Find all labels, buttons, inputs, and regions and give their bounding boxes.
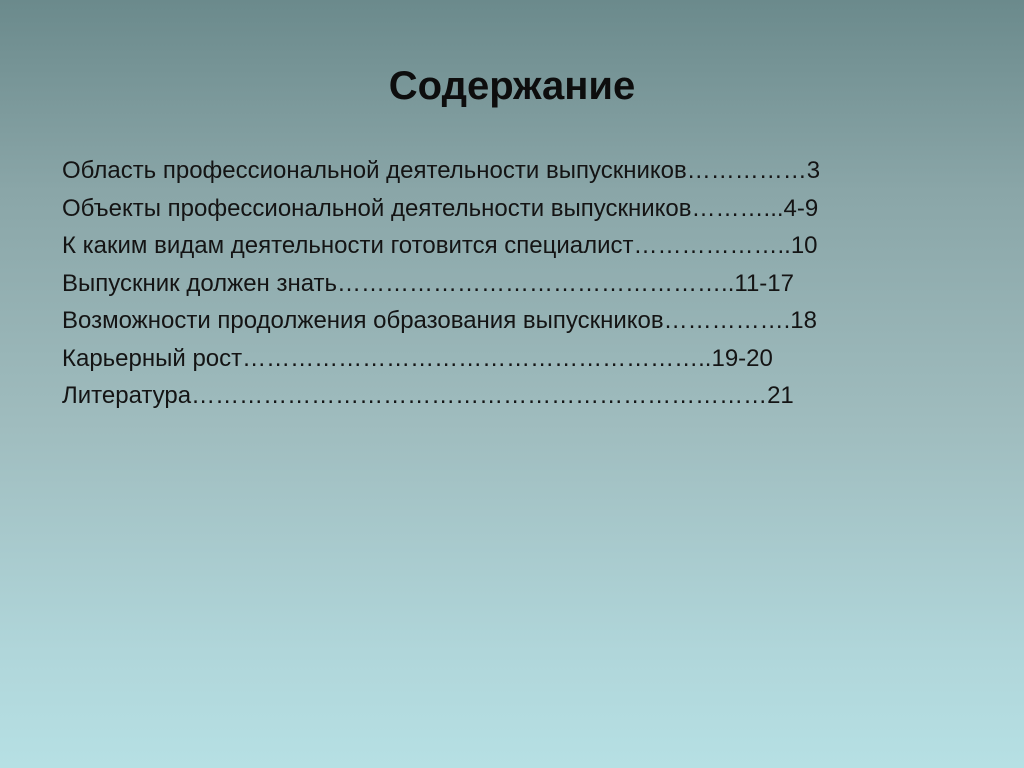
toc-item: Литература………………………………………………………………21: [62, 382, 794, 409]
toc-item: К каким видам деятельности готовится специалист………………..10: [62, 232, 818, 259]
toc-item: Область профессиональной деятельности выпускников……………3: [62, 157, 821, 184]
toc-item: Карьерный рост…………………………………………………..19-20: [62, 344, 773, 372]
toc-item: Объекты профессиональной деятельности выпускников………...4-9: [62, 194, 819, 222]
table-of-contents: [62, 152, 962, 415]
toc-item: Возможности продолжения образования выпускников…………….18: [62, 307, 817, 334]
slide-title: Содержание: [388, 64, 636, 108]
toc-item: Выпускник должен знать…………………………………………..11-17: [62, 269, 794, 297]
